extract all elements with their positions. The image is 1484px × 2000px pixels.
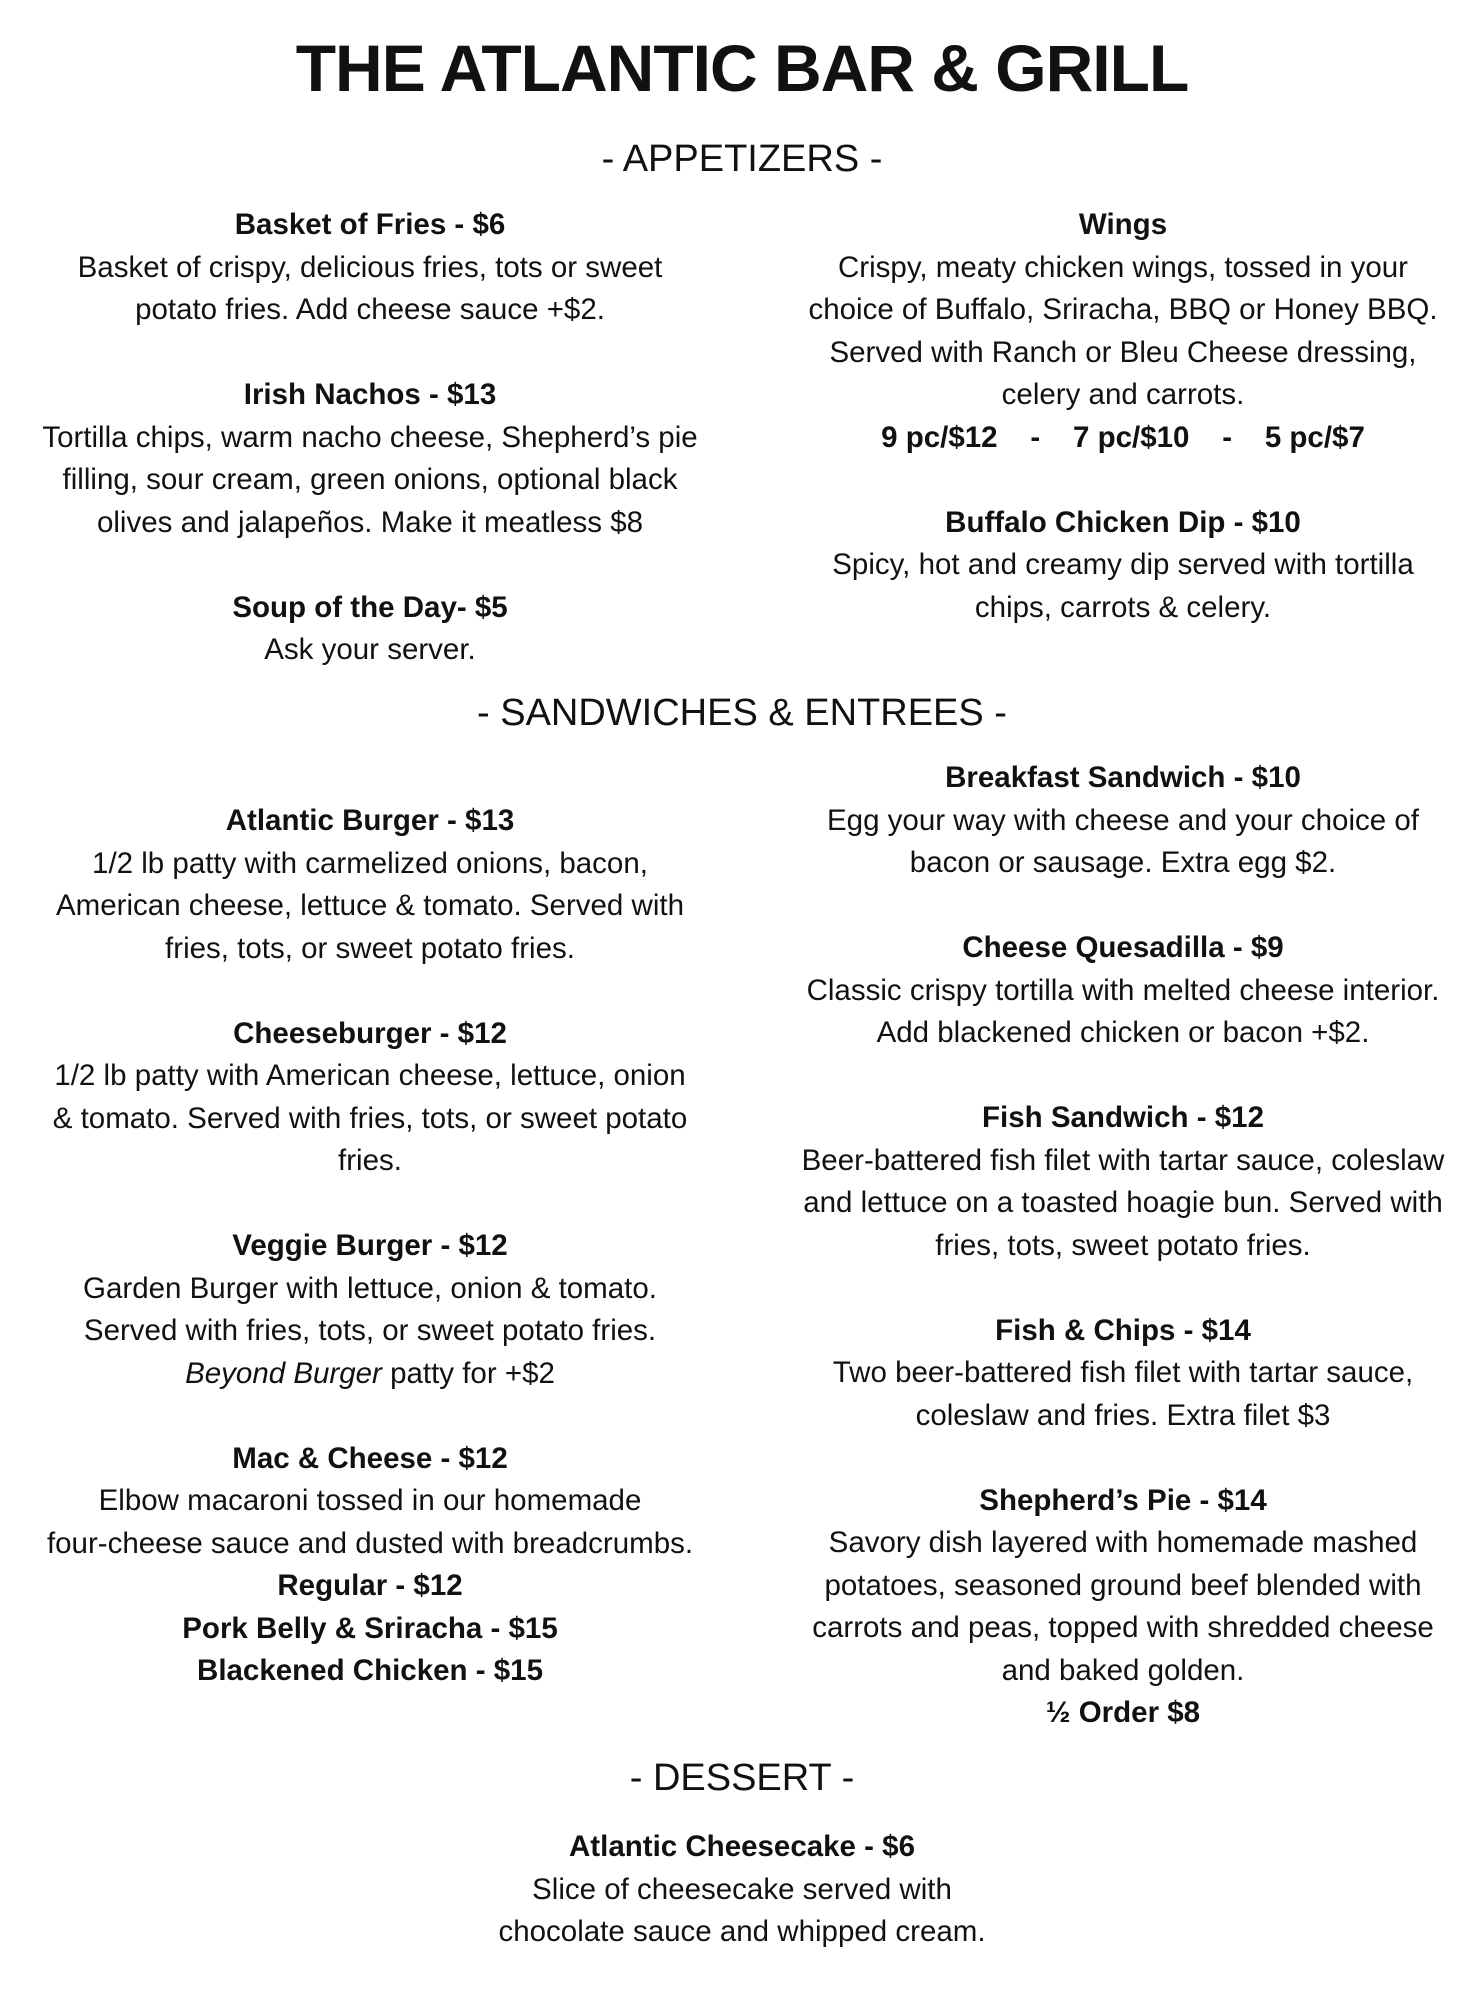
menu-item-cheese-quesadilla	[762, 927, 1484, 1055]
item-name: Cheeseburger - $12	[233, 1016, 507, 1050]
item-name: Breakfast Sandwich - $10	[945, 761, 1301, 794]
item-name: Mac & Cheese - $12	[232, 1441, 508, 1475]
item-name: Buffalo Chicken Dip - $10	[945, 505, 1301, 539]
item-description: Spicy, hot and creamy dip served with tortilla chips, carrots & celery.	[832, 548, 1414, 624]
item-name: Soup of the Day- $5	[232, 590, 508, 624]
menu-item-fish-sandwich	[762, 1097, 1484, 1267]
menu-item-irish-nachos	[0, 374, 740, 544]
item-name: Basket of Fries - $6	[234, 208, 506, 241]
menu-item-veggie-burger	[0, 1225, 740, 1395]
item-name: Atlantic Cheesecake - $6	[569, 1830, 915, 1863]
item-name: Veggie Burger - $12	[232, 1229, 508, 1262]
half-fraction: ½	[1045, 1696, 1071, 1729]
beyond-burger-label: Beyond Burger	[185, 1356, 382, 1390]
item-name: Atlantic Burger - $13	[225, 804, 515, 837]
half-order-option	[762, 1692, 1484, 1735]
item-description: Garden Burger with lettuce, onion & tomato. Served with fries, tots, or sweet potato fries.	[83, 1271, 657, 1347]
menu-item-buffalo-chicken-dip	[762, 502, 1484, 630]
item-description: Crispy, meaty chicken wings, tossed in your choice of Buffalo, Sriracha, BBQ or Honey BBQ. Served with Ranch or Bleu Cheese dressing, celery and carrots.	[808, 250, 1438, 411]
menu-item-mac-and-cheese	[0, 1438, 740, 1693]
section-heading-dessert: - DESSERT -	[629, 1757, 855, 1799]
section-heading-sandwiches-entrees: - SANDWICHES & ENTREES -	[477, 692, 1007, 734]
mac-variant-options: Regular - $12 Pork Belly & Sriracha - $15 Blackened Chicken - $15	[182, 1569, 558, 1687]
menu-item-fish-and-chips	[762, 1310, 1484, 1438]
item-name: Cheese Quesadilla - $9	[962, 931, 1284, 964]
appetizers-right-column	[762, 204, 1484, 672]
item-description: Ask your server.	[264, 633, 476, 666]
item-name: Wings	[1078, 208, 1168, 241]
menu-item-basket-of-fries	[0, 204, 740, 332]
item-description: Savory dish layered with homemade mashed potatoes, seasoned ground beef blended with carrots and peas, topped with shredded cheese and baked golden.	[812, 1526, 1434, 1687]
item-description: Slice of cheesecake served with chocolate sauce and whipped cream.	[498, 1872, 986, 1948]
item-name: Shepherd’s Pie - $14	[979, 1483, 1267, 1517]
menu-item-wings	[762, 204, 1484, 459]
item-description: Tortilla chips, warm nacho cheese, Shepherd’s pie filling, sour cream, green onions, optional black olives and jalapeños. Make it meatless $8	[42, 420, 698, 539]
entrees-left-column	[0, 800, 740, 1735]
item-name: Fish Sandwich - $12	[982, 1101, 1264, 1134]
beyond-burger-option	[0, 1353, 740, 1396]
item-description: 1/2 lb patty with carmelized onions, bacon, American cheese, lettuce & tomato. Served with fries, tots, or sweet potato fries.	[56, 846, 684, 965]
menu-item-breakfast-sandwich	[762, 757, 1484, 885]
section-heading-appetizers: - APPETIZERS -	[601, 138, 883, 180]
beyond-burger-price: patty for +$2	[381, 1356, 555, 1390]
appetizers-left-column	[0, 204, 740, 714]
menu-item-soup-of-the-day	[0, 587, 740, 672]
menu-item-atlantic-cheesecake	[0, 1826, 1484, 1954]
wing-size-options: 9 pc/$12 - 7 pc/$10 - 5 pc/$7	[881, 420, 1365, 454]
menu-title: THE ATLANTIC BAR & GRILL	[295, 31, 1189, 105]
item-description: Elbow macaroni tossed in our homemade four-cheese sauce and dusted with breadcrumbs.	[46, 1484, 694, 1560]
item-description: Beer-battered fish filet with tartar sauce, coleslaw and lettuce on a toasted hoagie bun. Served with fries, tots, sweet potato fries.	[801, 1143, 1445, 1262]
menu-item-shepherds-pie	[762, 1480, 1484, 1735]
item-description: Classic crispy tortilla with melted cheese interior. Add blackened chicken or bacon +$2.	[806, 973, 1440, 1049]
item-name: Irish Nachos - $13	[243, 378, 497, 411]
item-description: Basket of crispy, delicious fries, tots or sweet potato fries. Add cheese sauce +$2.	[77, 250, 663, 326]
item-name: Fish & Chips - $14	[995, 1313, 1251, 1347]
item-description: Egg your way with cheese and your choice of bacon or sausage. Extra egg $2.	[827, 803, 1419, 879]
half-order-price: Order $8	[1070, 1696, 1201, 1729]
item-description: 1/2 lb patty with American cheese, lettuce, onion & tomato. Served with fries, tots, or sweet potato fries.	[52, 1059, 688, 1177]
menu-item-atlantic-burger	[0, 800, 740, 970]
item-description: Two beer-battered fish filet with tartar sauce, coleslaw and fries. Extra filet $3	[832, 1356, 1414, 1432]
menu-item-cheeseburger	[0, 1013, 740, 1183]
entrees-right-column	[762, 757, 1484, 1777]
